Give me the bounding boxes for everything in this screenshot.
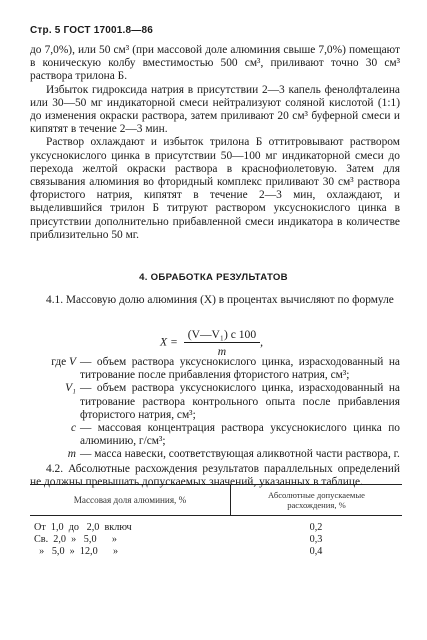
table-header <box>30 485 402 515</box>
definition-row <box>30 356 400 382</box>
definition-symbol: V <box>69 356 76 368</box>
paragraph-titration: Раствор охлаждают и избыток трилона Б оттитровывают раствором уксуснокислого цинка в присутствии 50—100 мг индикаторной смеси до перехода желтой окраски раствора в краснофиолетовую. Затем для связывания алюминия во фторидный комплекс приливают 30 см³ раствора фтористого натрия, кипятят в течение 2—3 мин, охлаждают, и выделившийся трилон Б титруют раствором уксуснокислого цинка в присутствии дополнительно прибавленной смеси индикатора в количестве приблизительно 50 мг. <box>30 136 400 241</box>
formula <box>160 328 263 358</box>
table-cell-value: 0,4 <box>309 546 323 557</box>
definition-text: — объем раствора уксуснокислого цинка, израсходованный на титрование раствора контрольного опыта после прибавления фтористого натрия, см³; <box>80 382 400 421</box>
formula-tail: , <box>260 335 264 349</box>
page-header: Стр. 5 ГОСТ 17001.8—86 <box>30 25 153 36</box>
clause-4-1 <box>30 294 400 307</box>
definition-text: — объем раствора уксуснокислого цинка, израсходованный на титрование после прибавления фтористого натрия, см³; <box>80 356 400 382</box>
continued-paragraphs <box>30 44 400 242</box>
table-body <box>30 516 402 558</box>
definition-row <box>30 382 400 422</box>
variable-definitions <box>30 356 400 489</box>
table-header-mass-fraction: Массовая доля алюминия, % <box>30 485 231 515</box>
definition-prefix: где <box>51 356 70 368</box>
definition-symbol: c <box>70 422 76 435</box>
paragraph-4-1: 4.1. Массовую долю алюминия (X) в процентах вычисляют по формуле <box>46 294 394 306</box>
definition-symbol: m <box>67 448 76 461</box>
table-row <box>30 546 402 558</box>
formula-fraction <box>184 328 260 358</box>
table-row <box>30 534 402 546</box>
paragraph-continued: до 7,0%), или 50 см³ (при массовой доле алюминия свыше 7,0%) помещают в коническую колбу вместимостью 500 см³, приливают точно 30 см³ раствора трилона Б. <box>30 44 400 83</box>
table-cell-value: 0,2 <box>309 522 323 533</box>
table-cell-value: 0,3 <box>309 534 323 545</box>
formula-denominator: m <box>217 345 227 358</box>
table-cell-range: Св. 2,0 » 5,0 » <box>34 534 117 545</box>
table-cell-range: » 5,0 » 12,0 » <box>34 546 119 557</box>
section-title: 4. ОБРАБОТКА РЕЗУЛЬТАТОВ <box>139 272 288 283</box>
paragraph-neutralization: Избыток гидроксида натрия в присутствии 2—3 капель фенолфталеина или 30—50 мг индикаторной смеси нейтрализуют соляной кислотой (1:1) до изменения окраски раствора, затем приливают 20 см³ буферной смеси и кипятят в течение 2—3 мин. <box>30 83 400 136</box>
definition-symbol: V₁ <box>65 382 76 395</box>
table-cell-range: От 1,0 до 2,0 включ <box>34 522 132 533</box>
definition-row <box>30 422 400 448</box>
table-row <box>30 522 402 534</box>
definition-text: — масса навески, соответствующая аликвотной части раствора, г. <box>80 448 400 461</box>
formula-lhs: X = <box>160 335 178 349</box>
paragraph-4-2: 4.2. Абсолютные расхождения результатов параллельных определений не должны превышать допускаемых значений, указанных в таблице. <box>30 462 400 488</box>
definition-row <box>30 448 400 461</box>
table-header-tolerance: Абсолютные допускаемые расхождения, % <box>268 490 365 510</box>
definition-text: — массовая концентрация раствора уксуснокислого цинка по алюминию, г/см³; <box>80 422 400 448</box>
formula-numerator: (V—V₁) c 100 <box>184 328 260 343</box>
tolerance-table <box>30 484 402 558</box>
